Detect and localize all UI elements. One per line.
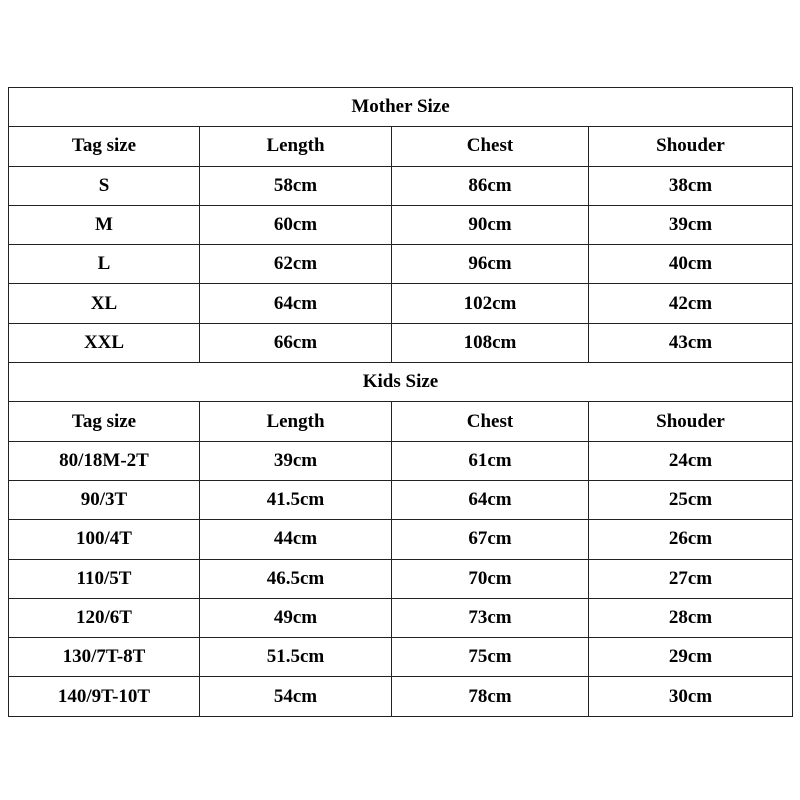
cell-length: 46.5cm bbox=[200, 559, 392, 598]
cell-tag-size: 140/9T-10T bbox=[9, 677, 200, 716]
cell-tag-size: XXL bbox=[9, 323, 200, 362]
cell-tag-size: M bbox=[9, 205, 200, 244]
header-chest: Chest bbox=[392, 127, 589, 166]
kids-row bbox=[9, 638, 793, 677]
cell-length: 54cm bbox=[200, 677, 392, 716]
mother-title-row bbox=[9, 88, 793, 127]
cell-shoulder: 28cm bbox=[589, 598, 793, 637]
cell-shoulder: 30cm bbox=[589, 677, 793, 716]
kids-row bbox=[9, 441, 793, 480]
kids-row bbox=[9, 677, 793, 716]
cell-length: 66cm bbox=[200, 323, 392, 362]
kids-row bbox=[9, 559, 793, 598]
cell-shoulder: 38cm bbox=[589, 166, 793, 205]
kids-title-row bbox=[9, 363, 793, 402]
mother-row bbox=[9, 205, 793, 244]
cell-length: 64cm bbox=[200, 284, 392, 323]
cell-tag-size: XL bbox=[9, 284, 200, 323]
cell-tag-size: 80/18M-2T bbox=[9, 441, 200, 480]
cell-length: 41.5cm bbox=[200, 480, 392, 519]
cell-tag-size: L bbox=[9, 245, 200, 284]
cell-chest: 64cm bbox=[392, 480, 589, 519]
cell-chest: 70cm bbox=[392, 559, 589, 598]
cell-length: 39cm bbox=[200, 441, 392, 480]
kids-row bbox=[9, 480, 793, 519]
size-chart-table bbox=[8, 87, 793, 717]
cell-chest: 78cm bbox=[392, 677, 589, 716]
cell-shoulder: 24cm bbox=[589, 441, 793, 480]
mother-row bbox=[9, 166, 793, 205]
cell-shoulder: 43cm bbox=[589, 323, 793, 362]
kids-size-title: Kids Size bbox=[9, 363, 793, 402]
header-tag-size: Tag size bbox=[9, 402, 200, 441]
cell-tag-size: 90/3T bbox=[9, 480, 200, 519]
cell-chest: 61cm bbox=[392, 441, 589, 480]
cell-chest: 96cm bbox=[392, 245, 589, 284]
cell-chest: 67cm bbox=[392, 520, 589, 559]
cell-length: 49cm bbox=[200, 598, 392, 637]
cell-tag-size: S bbox=[9, 166, 200, 205]
cell-shoulder: 29cm bbox=[589, 638, 793, 677]
size-chart-body bbox=[9, 88, 793, 717]
cell-chest: 90cm bbox=[392, 205, 589, 244]
header-shoulder: Shouder bbox=[589, 402, 793, 441]
cell-length: 58cm bbox=[200, 166, 392, 205]
cell-tag-size: 130/7T-8T bbox=[9, 638, 200, 677]
kids-row bbox=[9, 598, 793, 637]
cell-tag-size: 120/6T bbox=[9, 598, 200, 637]
cell-shoulder: 42cm bbox=[589, 284, 793, 323]
cell-chest: 102cm bbox=[392, 284, 589, 323]
cell-chest: 75cm bbox=[392, 638, 589, 677]
cell-shoulder: 40cm bbox=[589, 245, 793, 284]
mother-size-title: Mother Size bbox=[9, 88, 793, 127]
cell-tag-size: 110/5T bbox=[9, 559, 200, 598]
mother-header-row bbox=[9, 127, 793, 166]
header-length: Length bbox=[200, 402, 392, 441]
header-shoulder: Shouder bbox=[589, 127, 793, 166]
cell-shoulder: 27cm bbox=[589, 559, 793, 598]
cell-tag-size: 100/4T bbox=[9, 520, 200, 559]
cell-chest: 108cm bbox=[392, 323, 589, 362]
mother-row bbox=[9, 323, 793, 362]
header-tag-size: Tag size bbox=[9, 127, 200, 166]
kids-header-row bbox=[9, 402, 793, 441]
mother-row bbox=[9, 284, 793, 323]
cell-length: 62cm bbox=[200, 245, 392, 284]
cell-chest: 86cm bbox=[392, 166, 589, 205]
header-length: Length bbox=[200, 127, 392, 166]
cell-length: 60cm bbox=[200, 205, 392, 244]
cell-shoulder: 26cm bbox=[589, 520, 793, 559]
cell-shoulder: 25cm bbox=[589, 480, 793, 519]
cell-length: 44cm bbox=[200, 520, 392, 559]
header-chest: Chest bbox=[392, 402, 589, 441]
cell-chest: 73cm bbox=[392, 598, 589, 637]
cell-shoulder: 39cm bbox=[589, 205, 793, 244]
cell-length: 51.5cm bbox=[200, 638, 392, 677]
kids-row bbox=[9, 520, 793, 559]
mother-row bbox=[9, 245, 793, 284]
